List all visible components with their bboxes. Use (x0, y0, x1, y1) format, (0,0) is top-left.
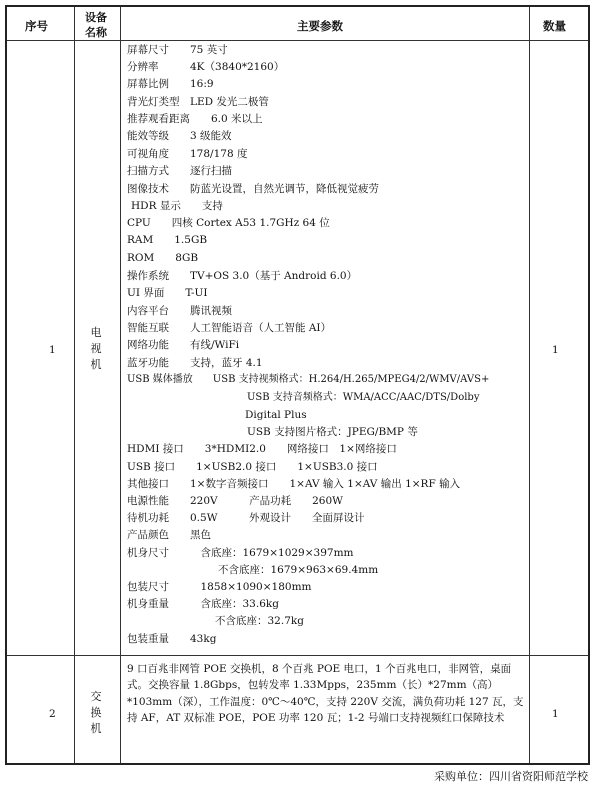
purchaser-footer: 采购单位：四川省资阳师范学校 (434, 770, 588, 783)
row2-index: 2 (49, 708, 56, 720)
spec-line: 图像技术 防蓝光设置，自然光调节，降低视觉疲劳 (127, 183, 379, 195)
spec-line: UI 界面 T-UI (127, 287, 208, 299)
spec-line: USB 接口 1×USB2.0 接口 1×USB3.0 接口 (127, 461, 378, 473)
spec-line: 电源性能 220V 产品功耗 260W (127, 495, 343, 507)
spec-line: 操作系统 TV+OS 3.0（基于 Android 6.0） (127, 270, 358, 282)
row-divider (7, 40, 588, 41)
row1-index: 1 (49, 344, 56, 356)
spec-table (5, 5, 590, 765)
row2-name (85, 689, 107, 737)
header-name-line1: 设备 (85, 11, 107, 24)
spec-line: 扫描方式 逐行扫描 (127, 165, 232, 177)
row2-name-char: 交 (90, 690, 102, 703)
spec-line: 智能互联 人工智能语音（人工智能 AI） (127, 322, 332, 334)
spec-line: USB 支持图片格式：JPEG/BMP 等 (247, 426, 418, 438)
header-qty: 数量 (543, 19, 566, 33)
spec-line: 不含底座：1679×963×69.4mm (218, 564, 379, 576)
spec-line: Digital Plus (245, 409, 307, 421)
spec-line: 背光灯类型 LED 发光二极管 (127, 96, 269, 108)
spec-line: 分辨率 4K（3840*2160） (127, 61, 285, 73)
spec-line: 可视角度 178/178 度 (127, 148, 248, 160)
spec-line: 网络功能 有线/WiFi (127, 339, 240, 351)
spec-line: 能效等级 3 级能效 (127, 130, 232, 142)
col-divider (529, 7, 530, 763)
spec-line: 产品颜色 黑色 (127, 529, 211, 541)
row1-name-char: 电 (90, 326, 102, 339)
row2-name-char: 机 (90, 722, 102, 735)
spec-line: HDR 显示 支持 (131, 200, 223, 212)
spec-line: 屏幕比例 16:9 (127, 78, 214, 90)
row-divider (7, 655, 588, 656)
spec-line: HDMI 接口 3*HDMI2.0 网络接口 1×网络接口 (127, 443, 397, 455)
spec-line: 待机功耗 0.5W 外观设计 全面屏设计 (127, 512, 365, 524)
col-divider (120, 7, 121, 763)
spec-line: 机身尺寸 含底座：1679×1029×397mm (127, 547, 354, 559)
row1-name-char: 视 (90, 342, 102, 355)
spec-line: 屏幕尺寸 75 英寸 (127, 44, 228, 56)
spec-line: 不含底座：32.7kg (215, 615, 304, 627)
row1-name (85, 325, 107, 373)
spec-line: 蓝牙功能 支持，蓝牙 4.1 (127, 357, 263, 369)
header-index: 序号 (25, 19, 48, 33)
spec-line: 包装尺寸 1858×1090×180mm (127, 581, 312, 593)
row2-name-char: 换 (90, 706, 102, 719)
spec-line: RAM 1.5GB (127, 234, 208, 246)
spec-line: ROM 8GB (127, 252, 199, 264)
spec-line: 其他接口 1×数字音频接口 1×AV 输入 1×AV 输出 1×RF 输入 (127, 478, 461, 490)
spec-line: 机身重量 含底座：33.6kg (127, 598, 279, 610)
row2-quantity: 1 (552, 708, 559, 720)
spec-line: CPU 四核 Cortex A53 1.7GHz 64 位 (127, 217, 330, 229)
spec-line: USB 支持音频格式：WMA/ACC/AAC/DTS/Dolby (247, 392, 480, 403)
header-params: 主要参数 (297, 19, 343, 33)
spec-line: USB 媒体播放 USB 支持视频格式：H.264/H.265/MPEG4/2/WMV/AVS+ (127, 374, 490, 385)
col-divider (74, 7, 75, 763)
spec-line: 包装重量 43kg (127, 633, 217, 645)
switch-description: 9 口百兆非网管 POE 交换机，8 个百兆 POE 电口，1 个百兆电口，非网管，桌面式。交换容量 1.8Gbps，包转发率 1.33Mpps，235mm（长）*27mm（高）*103mm（深），工作温度：0℃～40℃，支持 220V 交流，满负荷功耗 127 瓦，支持 AF，AT 双标准 POE，POE 功率 120 瓦；1-2 号端口支持视频红口保障技术 (127, 663, 524, 724)
row1-name-char: 机 (90, 358, 102, 371)
row1-quantity: 1 (552, 344, 559, 356)
header-name-line2: 名称 (85, 26, 107, 39)
spec-line: 内容平台 腾讯视频 (127, 305, 232, 317)
spec-line: 推荐观看距离 6.0 米以上 (127, 113, 263, 125)
